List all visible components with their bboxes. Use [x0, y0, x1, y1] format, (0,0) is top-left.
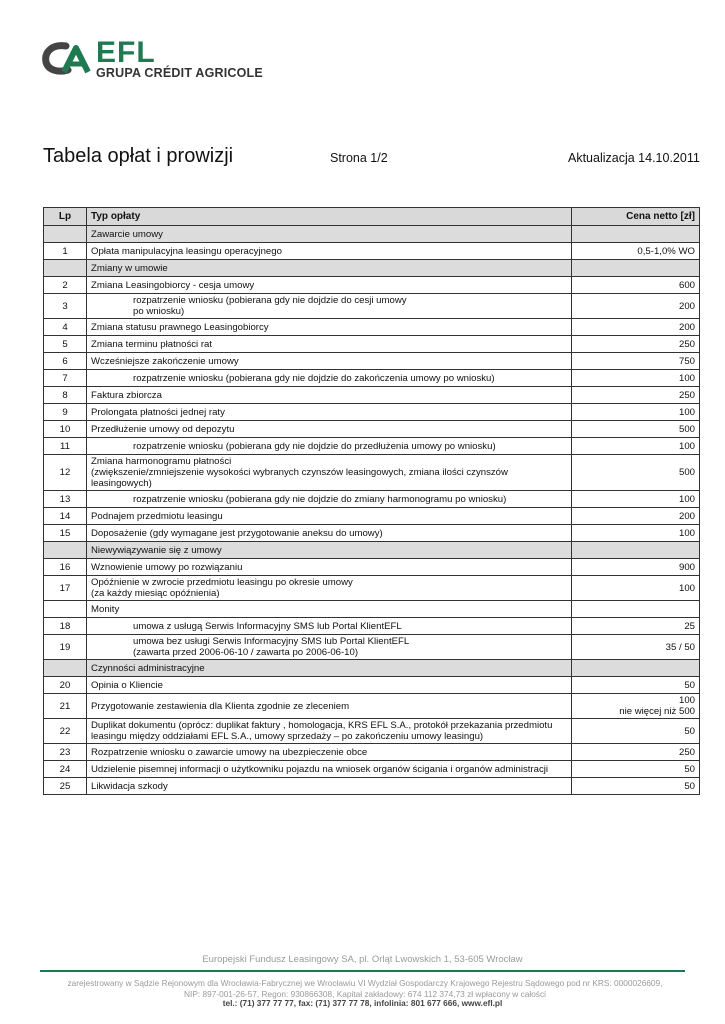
row-price: 0,5-1,0% WO	[572, 243, 700, 260]
fee-type-text: Zmiana terminu płatności rat	[91, 338, 213, 350]
row-fee-type	[87, 525, 572, 542]
column-header-type: Typ opłaty	[87, 208, 572, 226]
fee-type-text: Zmiana Leasingobiorcy - cesja umowy	[91, 279, 255, 291]
row-lp: 8	[44, 387, 87, 404]
fee-type-text: rozpatrzenie wniosku (pobierana gdy nie dojdzie do zmiany harmonogramu po wniosku)	[133, 493, 507, 505]
row-price	[572, 260, 700, 277]
table-row	[44, 370, 700, 387]
row-lp: 10	[44, 421, 87, 438]
row-fee-type	[87, 336, 572, 353]
row-lp: 4	[44, 319, 87, 336]
fee-type-text: Zmiany w umowie	[91, 262, 168, 274]
row-fee-type	[87, 277, 572, 294]
table-body	[44, 226, 700, 795]
row-fee-type	[87, 635, 572, 660]
row-price: 250	[572, 336, 700, 353]
footer-divider	[40, 970, 685, 972]
footer-registration: zarejestrowany w Sądzie Rejonowym dla Wrocławia-Fabrycznej we Wrocławiu VI Wydział Gospodarczy Krajowego Rejestru Sądowego pod nr KRS: 0000026609, NIP: 897-001-26-57, Regon: 930866308, Kapitał zakładowy: 674 112 374,73 zł wpłacony w całości	[67, 978, 663, 999]
table-row	[44, 455, 700, 491]
row-lp: 19	[44, 635, 87, 660]
fee-type-text: Prolongata płatności jednej raty	[91, 406, 225, 418]
row-fee-type	[87, 677, 572, 694]
fee-type-text: Zawarcie umowy	[91, 228, 163, 240]
row-fee-type	[87, 319, 572, 336]
section-title	[87, 260, 572, 277]
credit-agricole-mark-icon	[42, 42, 92, 76]
row-price	[572, 226, 700, 243]
fee-type-text: Udzielenie pisemnej informacji o użytkowniku pojazdu na wniosek organów ścigania i organów administracji	[91, 763, 549, 775]
table-row	[44, 508, 700, 525]
row-price: 100	[572, 525, 700, 542]
row-lp: 20	[44, 677, 87, 694]
fee-type-text: rozpatrzenie wniosku (pobierana gdy nie dojdzie do przedłużenia umowy po wniosku)	[133, 440, 496, 452]
table-row	[44, 576, 700, 601]
table-row	[44, 618, 700, 635]
row-price	[572, 601, 700, 618]
row-fee-type	[87, 455, 572, 491]
section-title	[87, 660, 572, 677]
fee-type-text: Likwidacja szkody	[91, 780, 168, 792]
row-fee-type	[87, 719, 572, 744]
row-lp: 15	[44, 525, 87, 542]
row-lp: 9	[44, 404, 87, 421]
row-price: 750	[572, 353, 700, 370]
row-price: 500	[572, 455, 700, 491]
section-row	[44, 542, 700, 559]
efl-logo	[42, 38, 282, 88]
row-lp	[44, 660, 87, 677]
row-lp: 21	[44, 694, 87, 719]
row-lp	[44, 226, 87, 243]
table-row	[44, 559, 700, 576]
table-row	[44, 387, 700, 404]
row-lp	[44, 542, 87, 559]
fee-type-text: Duplikat dokumentu (oprócz: duplikat faktury , homologacja, KRS EFL S.A., protokół przekazania przedmiotu leasingu między oddziałami EFL S.A., umowy sprzedaży – po zakończeniu umowy leasingu)	[91, 720, 553, 742]
row-lp: 22	[44, 719, 87, 744]
row-price: 200	[572, 294, 700, 319]
row-price: 250	[572, 387, 700, 404]
fee-type-text: umowa bez usługi Serwis Informacyjny SMS lub Portal KlientEFL (zawarta przed 2006-06-10 / zawarta po 2006-06-10)	[133, 636, 410, 658]
row-lp: 2	[44, 277, 87, 294]
section-title	[87, 542, 572, 559]
row-price: 100 nie więcej niż 500	[572, 694, 700, 719]
section-title	[87, 226, 572, 243]
row-fee-type	[87, 576, 572, 601]
row-price: 35 / 50	[572, 635, 700, 660]
row-price: 200	[572, 319, 700, 336]
fee-type-text: umowa z usługą Serwis Informacyjny SMS lub Portal KlientEFL	[133, 620, 402, 632]
table-row	[44, 404, 700, 421]
row-price: 100	[572, 576, 700, 601]
row-price: 50	[572, 677, 700, 694]
fee-type-text: Opóźnienie w zwrocie przedmiotu leasingu po okresie umowy (za każdy miesiąc opóźnienia)	[91, 577, 353, 599]
fee-type-text: Niewywiązywanie się z umowy	[91, 544, 222, 556]
row-fee-type	[87, 694, 572, 719]
fee-type-text: Doposażenie (gdy wymagane jest przygotowanie aneksu do umowy)	[91, 527, 383, 539]
footer-contact: tel.: (71) 377 77 77, fax: (71) 377 77 78, infolinia: 801 677 666, www.efl.pl	[222, 998, 503, 1008]
row-lp: 7	[44, 370, 87, 387]
fee-type-text: Wznowienie umowy po rozwiązaniu	[91, 561, 243, 573]
table-row	[44, 319, 700, 336]
table-row	[44, 243, 700, 260]
table-row	[44, 525, 700, 542]
row-fee-type	[87, 421, 572, 438]
row-fee-type	[87, 618, 572, 635]
fee-type-text: Czynności administracyjne	[91, 662, 205, 674]
page-number: Strona 1/2	[330, 151, 388, 165]
table-row	[44, 744, 700, 761]
section-row	[44, 226, 700, 243]
row-price: 600	[572, 277, 700, 294]
row-fee-type	[87, 294, 572, 319]
table-row	[44, 294, 700, 319]
fee-type-text: Monity	[91, 603, 120, 615]
row-lp: 24	[44, 761, 87, 778]
table-row	[44, 761, 700, 778]
row-fee-type	[87, 370, 572, 387]
row-price: 900	[572, 559, 700, 576]
row-price: 250	[572, 744, 700, 761]
table-row	[44, 719, 700, 744]
table-row	[44, 601, 700, 618]
fee-type-text: Opłata manipulacyjna leasingu operacyjnego	[91, 245, 282, 257]
row-price: 25	[572, 618, 700, 635]
update-date: Aktualizacja 14.10.2011	[568, 151, 700, 165]
fee-type-text: Opinia o Kliencie	[91, 679, 163, 691]
table-header-row	[44, 208, 700, 226]
row-lp: 13	[44, 491, 87, 508]
row-lp: 25	[44, 778, 87, 795]
row-fee-type	[87, 559, 572, 576]
fee-type-text: Zmiana statusu prawnego Leasingobiorcy	[91, 321, 269, 333]
table-row	[44, 421, 700, 438]
table-row	[44, 677, 700, 694]
fee-type-text: rozpatrzenie wniosku (pobierana gdy nie dojdzie do zakończenia umowy po wniosku)	[133, 372, 495, 384]
table-row	[44, 336, 700, 353]
table-row	[44, 277, 700, 294]
fee-type-text: Wcześniejsze zakończenie umowy	[91, 355, 239, 367]
row-price: 100	[572, 370, 700, 387]
row-fee-type	[87, 601, 572, 618]
row-price: 100	[572, 491, 700, 508]
fee-type-text: Przedłużenie umowy od depozytu	[91, 423, 235, 435]
row-price	[572, 542, 700, 559]
table-row	[44, 694, 700, 719]
row-lp: 12	[44, 455, 87, 491]
row-price: 100	[572, 438, 700, 455]
row-fee-type	[87, 387, 572, 404]
row-lp: 16	[44, 559, 87, 576]
table-row	[44, 491, 700, 508]
row-fee-type	[87, 778, 572, 795]
row-fee-type	[87, 353, 572, 370]
table-row	[44, 635, 700, 660]
row-lp: 3	[44, 294, 87, 319]
row-fee-type	[87, 761, 572, 778]
table-row	[44, 778, 700, 795]
fee-type-text: Rozpatrzenie wniosku o zawarcie umowy na ubezpieczenie obce	[91, 746, 368, 758]
row-lp: 1	[44, 243, 87, 260]
row-lp: 17	[44, 576, 87, 601]
row-lp: 11	[44, 438, 87, 455]
row-price: 50	[572, 761, 700, 778]
row-fee-type	[87, 491, 572, 508]
row-fee-type	[87, 404, 572, 421]
row-price: 100	[572, 404, 700, 421]
row-fee-type	[87, 508, 572, 525]
section-row	[44, 660, 700, 677]
column-header-price: Cena netto [zł]	[572, 208, 700, 226]
row-price: 50	[572, 778, 700, 795]
row-lp	[44, 601, 87, 618]
fee-type-text: rozpatrzenie wniosku (pobierana gdy nie dojdzie do cesji umowy po wniosku)	[133, 295, 407, 317]
section-row	[44, 260, 700, 277]
fees-table	[43, 207, 700, 795]
row-fee-type	[87, 744, 572, 761]
row-fee-type	[87, 438, 572, 455]
row-lp: 5	[44, 336, 87, 353]
row-price: 500	[572, 421, 700, 438]
footer-address: Europejski Fundusz Leasingowy SA, pl. Orląt Lwowskich 1, 53-605 Wrocław	[202, 954, 523, 965]
row-lp: 14	[44, 508, 87, 525]
table-row	[44, 438, 700, 455]
row-lp: 6	[44, 353, 87, 370]
column-header-lp: Lp	[44, 208, 87, 226]
row-lp: 18	[44, 618, 87, 635]
row-lp	[44, 260, 87, 277]
fee-type-text: Przygotowanie zestawienia dla Klienta zgodnie ze zleceniem	[91, 700, 350, 712]
brand-name: EFL	[96, 36, 156, 69]
brand-group: GRUPA CRÉDIT AGRICOLE	[96, 66, 263, 80]
fee-type-text: Zmiana harmonogramu płatności (zwiększenie/zmniejszenie wysokości wybranych czynszów leasingowych, zmiana ilości czynszów leasingowych)	[91, 456, 508, 489]
page-title: Tabela opłat i prowizji	[43, 145, 234, 167]
row-price	[572, 660, 700, 677]
row-fee-type	[87, 243, 572, 260]
row-price: 200	[572, 508, 700, 525]
row-price: 50	[572, 719, 700, 744]
table-row	[44, 353, 700, 370]
row-lp: 23	[44, 744, 87, 761]
fee-type-text: Podnajem przedmiotu leasingu	[91, 510, 223, 522]
fee-type-text: Faktura zbiorcza	[91, 389, 162, 401]
